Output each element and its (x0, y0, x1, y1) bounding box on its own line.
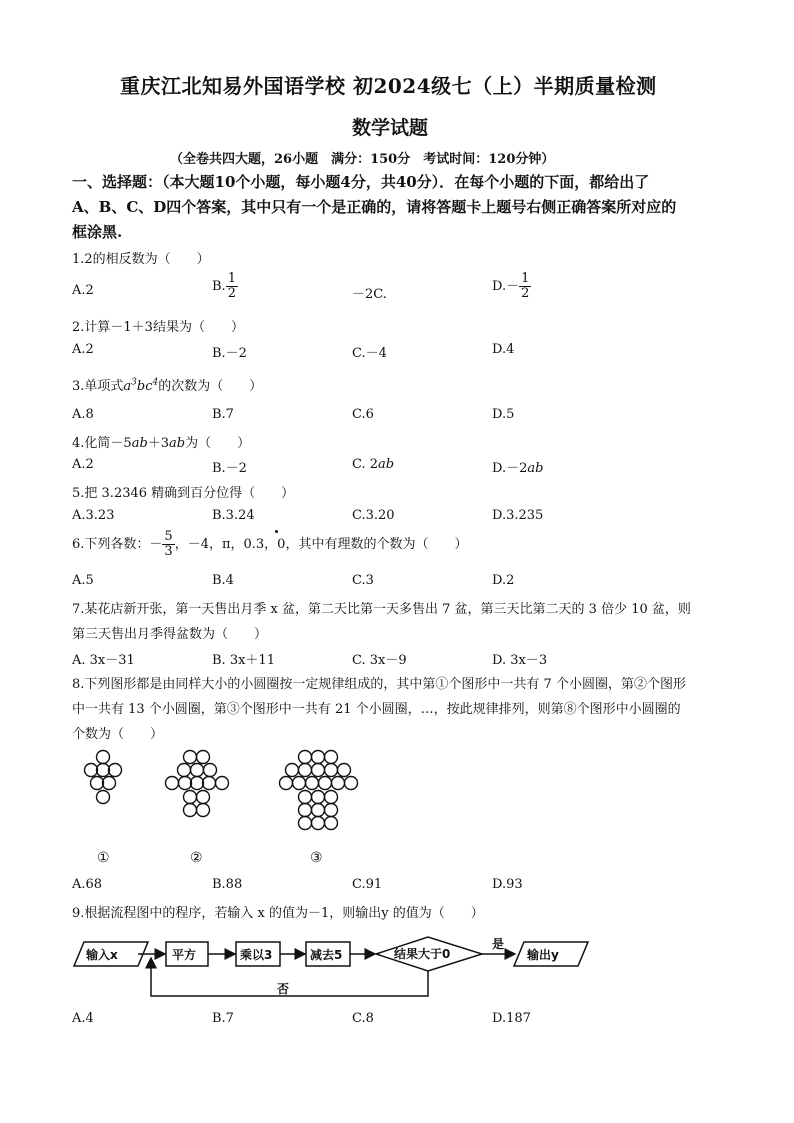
question-3-option-b: B.7 (212, 407, 234, 422)
question-7-option-b: B. 3x＋11 (212, 653, 275, 668)
stem-prefix: 6.下列各数：－ (72, 537, 163, 552)
flow-condition-label: 结果大于0 (394, 947, 451, 961)
question-8-line3: 个数为（ ） (72, 727, 164, 742)
stem-suffix: ，－4，π，0.3，0，其中有理数的个数为（ ） (174, 537, 468, 552)
figure-label-2: ② (190, 850, 203, 866)
question-2-stem: 2.计算－1＋3结果为（ ） (72, 320, 244, 335)
numerator: 1 (227, 271, 236, 286)
question-4-option-b: B.－2 (212, 461, 247, 476)
question-2-option-d: D.4 (492, 342, 515, 357)
option-prefix: C. 2 (352, 457, 379, 472)
question-5-stem: 5.把 3.2346 精确到百分位得（ ） (72, 486, 295, 501)
flow-no-label: 否 (277, 982, 290, 996)
question-8-option-d: D.93 (492, 877, 523, 892)
question-4-option-c (352, 457, 394, 472)
question-2-option-b: B.－2 (212, 346, 247, 361)
flowchart (72, 928, 592, 1006)
section-instructions-line1: 一、选择题：（本大题10个小题，每小题4分，共40分）．在每个小题的下面，都给出了 (72, 173, 650, 191)
question-7-line1: 7.某花店新开张，第一天售出月季 x 盆，第二天比第一天多售出 7 盆，第三天比第二天的 3 倍少 10 盆，则 (72, 602, 691, 617)
question-5-option-a: A.3.23 (72, 508, 115, 523)
question-7-option-a: A. 3x－31 (72, 653, 135, 668)
question-9-stem: 9.根据流程图中的程序，若输入 x 的值为－1，则输出y 的值为（ ） (72, 906, 484, 921)
numerator: 5 (164, 529, 173, 544)
question-8-line2: 中一共有 13 个小圆圈，第③个图形中一共有 21 个小圆圈，…，按此规律排列，则第⑧个图形中小圆圈的 (72, 702, 681, 717)
pattern-figure-3 (280, 751, 358, 830)
question-8-option-a: A.68 (72, 877, 103, 892)
question-6-stem (72, 530, 467, 559)
flow-multiply-label: 乘以3 (240, 948, 273, 962)
question-9-option-c: C.8 (352, 1011, 374, 1026)
fraction (162, 530, 174, 559)
question-7-option-d: D. 3x－3 (492, 653, 548, 668)
question-7-option-c: C. 3x－9 (352, 653, 407, 668)
question-9-option-b: B.7 (212, 1011, 234, 1026)
figure-label-3: ③ (310, 850, 323, 866)
monomial-expression: $a^3bc^4$ (123, 377, 159, 394)
question-5-option-c: C.3.20 (352, 508, 395, 523)
question-3-option-a: A.8 (72, 407, 94, 422)
figure-label-1: ① (97, 850, 110, 866)
option-b-prefix: B. (212, 279, 226, 294)
fraction (226, 272, 238, 301)
question-2-option-c: C.－4 (352, 346, 387, 361)
pattern-figure-1 (85, 751, 122, 804)
variable-ab: ab (169, 436, 186, 451)
denominator: 2 (227, 286, 236, 301)
flow-square-label: 平方 (172, 948, 197, 962)
numerator: 1 (521, 271, 530, 286)
question-9-option-a: A.4 (72, 1011, 94, 1026)
question-2-option-a: A.2 (72, 342, 94, 357)
question-4-stem (72, 432, 250, 451)
option-d-prefix: D.－ (492, 279, 520, 294)
question-5-option-d: D.3.235 (492, 508, 544, 523)
question-6-option-a: A.5 (72, 573, 94, 588)
flow-subtract-label: 减去5 (310, 948, 343, 962)
denominator: 2 (521, 286, 530, 301)
repeating-decimal-dot (275, 530, 278, 533)
stem-prefix: 3.单项式 (72, 379, 124, 394)
stem-middle: ＋3 (147, 436, 170, 451)
question-6-option-b: B.4 (212, 573, 234, 588)
exam-info: （全卷共四大题，26小题 满分：150分 考试时间：120分钟） (170, 152, 555, 167)
pattern-figure-2 (166, 751, 229, 817)
question-1-option-c: －2C. (352, 287, 387, 302)
question-1-stem: 1.2的相反数为（ ） (72, 252, 210, 267)
flow-loop-arrow (151, 958, 428, 996)
question-3-option-d: D.5 (492, 407, 515, 422)
option-prefix: D.－2 (492, 461, 528, 476)
exam-title: 重庆江北知易外国语学校 初2024级七（上）半期质量检测 (120, 74, 657, 98)
exam-subtitle: 数学试题 (352, 117, 429, 139)
section-instructions-line3: 框涂黑. (72, 223, 123, 241)
question-1-option-a: A.2 (72, 283, 94, 298)
question-8-line1: 8.下列图形都是由同样大小的小圆圈按一定规律组成的，其中第①个图形中一共有 7 个小圆圈，第②个图形 (72, 677, 686, 692)
question-9-option-d: D.187 (492, 1011, 531, 1026)
flow-input-label: 输入x (86, 948, 118, 962)
question-7-line2: 第三天售出月季得盆数为（ ） (72, 627, 268, 642)
flow-output-label: 输出y (527, 948, 559, 962)
stem-suffix: 为（ ） (185, 436, 251, 451)
question-6-option-d: D.2 (492, 573, 515, 588)
variable-ab: ab (131, 436, 148, 451)
question-4-option-d (492, 457, 543, 476)
variable-ab: ab (527, 461, 544, 476)
question-3-option-c: C.6 (352, 407, 374, 422)
question-5-option-b: B.3.24 (212, 508, 255, 523)
question-4-option-a: A.2 (72, 457, 94, 472)
flow-yes-label: 是 (492, 937, 505, 951)
circle-pattern-figures (60, 745, 400, 845)
stem-suffix: 的次数为（ ） (158, 379, 263, 394)
question-1-option-d (492, 272, 531, 301)
denominator: 3 (164, 544, 173, 559)
stem-prefix: 4.化简－5 (72, 436, 132, 451)
question-3-stem (72, 375, 262, 394)
question-1-option-b (212, 272, 238, 301)
question-6-option-c: C.3 (352, 573, 374, 588)
section-instructions-line2: A、B、C、D四个答案，其中只有一个是正确的，请将答题卡上题号右侧正确答案所对应的 (72, 198, 677, 216)
question-8-option-c: C.91 (352, 877, 383, 892)
question-8-option-b: B.88 (212, 877, 243, 892)
variable-ab: ab (378, 457, 395, 472)
fraction (519, 272, 531, 301)
